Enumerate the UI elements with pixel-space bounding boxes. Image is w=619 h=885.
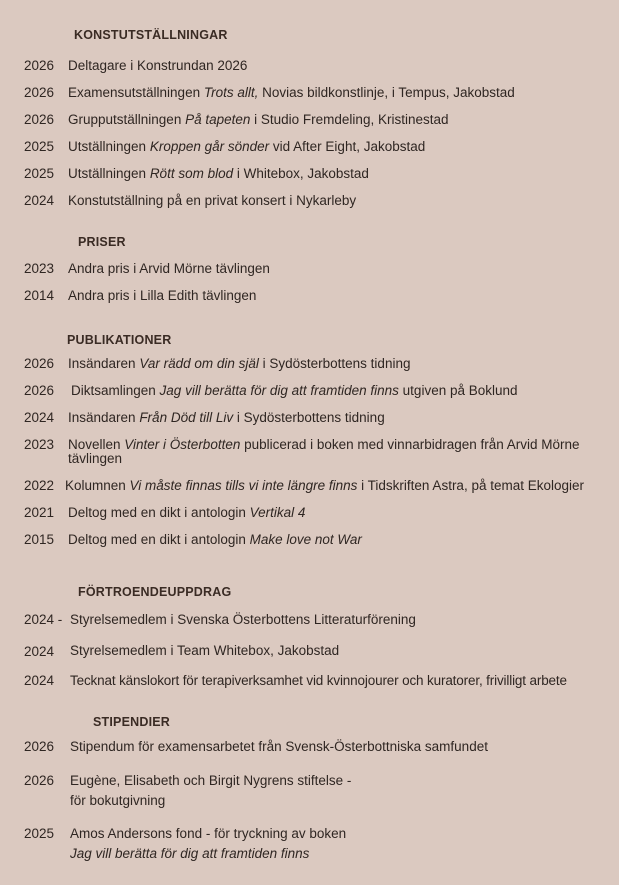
section-heading-grants: STIPENDIER (93, 715, 171, 729)
item-year: 2026 (24, 739, 55, 754)
item-text: Kolumnen Vi måste finnas tills vi inte längre finns i Tidskriften Astra, på temat Ekologier (65, 478, 585, 493)
item-text: Utställningen Rött som blod i Whitebox, Jakobstad (68, 166, 369, 181)
item-text: Diktsamlingen Jag vill berätta för dig att framtiden finns utgiven på Boklund (71, 383, 518, 398)
item-text: Utställningen Kroppen går sönder vid After Eight, Jakobstad (68, 139, 426, 154)
item-year: 2025 (24, 139, 55, 154)
item-year: 2025 (24, 826, 55, 841)
item-text: Grupputställningen På tapeten i Studio Fremdeling, Kristinestad (68, 112, 449, 127)
item-year: 2021 (24, 505, 55, 520)
item-text: Insändaren Var rädd om din själ i Sydösterbottens tidning (68, 356, 411, 371)
item-text: Andra pris i Arvid Mörne tävlingen (68, 261, 270, 276)
item-text: Deltagare i Konstrundan 2026 (68, 58, 248, 73)
item-year: 2026 (24, 58, 55, 73)
item-year: 2026 (24, 85, 55, 100)
item-year: 2025 (24, 166, 55, 181)
item-text: Examensutställningen Trots allt, Novias bildkonstlinje, i Tempus, Jakobstad (68, 85, 515, 100)
item-year: 2024 (24, 644, 55, 659)
item-text: Stipendum för examensarbetet från Svensk-Österbottniska samfundet (70, 739, 488, 754)
section-heading-publications: PUBLIKATIONER (67, 333, 172, 347)
item-year: 2023 (24, 261, 55, 276)
item-year: 2024 (24, 193, 55, 208)
item-year: 2026 (24, 356, 55, 371)
item-year: 2026 (24, 773, 55, 788)
section-heading-trust: FÖRTROENDEUPPDRAG (78, 585, 232, 599)
item-year: 2015 (24, 532, 55, 547)
item-year: 2022 (24, 478, 55, 493)
item-year: 2026 (24, 383, 55, 398)
item-text-continued: för bokutgivning (70, 793, 166, 808)
item-text: Deltog med en dikt i antologin Vertikal 4 (68, 505, 306, 520)
item-year: 2023 (24, 437, 55, 452)
item-text: Tecknat känslokort för terapiverksamhet vid kvinnojourer och kuratorer, frivilligt arbete (70, 673, 567, 688)
item-text: Novellen Vinter i Österbotten publicerad i boken med vinnarbidragen från Arvid Mörne tävlingen (68, 437, 580, 466)
item-year: 2026 (24, 112, 55, 127)
item-year: 2014 (24, 288, 55, 303)
item-text: Deltog med en dikt i antologin Make love not War (68, 532, 362, 547)
section-heading-exhibitions: KONSTUTSTÄLLNINGAR (74, 28, 228, 42)
item-text: Amos Andersons fond - för tryckning av boken (70, 826, 347, 841)
item-text: Konstutställning på en privat konsert i Nykarleby (68, 193, 357, 208)
item-year: 2024 (24, 673, 55, 688)
item-text: Andra pris i Lilla Edith tävlingen (68, 288, 257, 303)
item-text: Eugène, Elisabeth och Birgit Nygrens stiftelse - (70, 773, 352, 788)
item-year: 2024 - (24, 612, 63, 627)
item-text-continued: Jag vill berätta för dig att framtiden finns (70, 846, 310, 861)
item-text: Insändaren Från Död till Liv i Sydösterbottens tidning (68, 410, 385, 425)
item-text: Styrelsemedlem i Team Whitebox, Jakobstad (70, 643, 340, 658)
item-text: Styrelsemedlem i Svenska Österbottens Litteraturförening (70, 612, 416, 627)
item-year: 2024 (24, 410, 55, 425)
section-heading-awards: PRISER (78, 235, 126, 249)
